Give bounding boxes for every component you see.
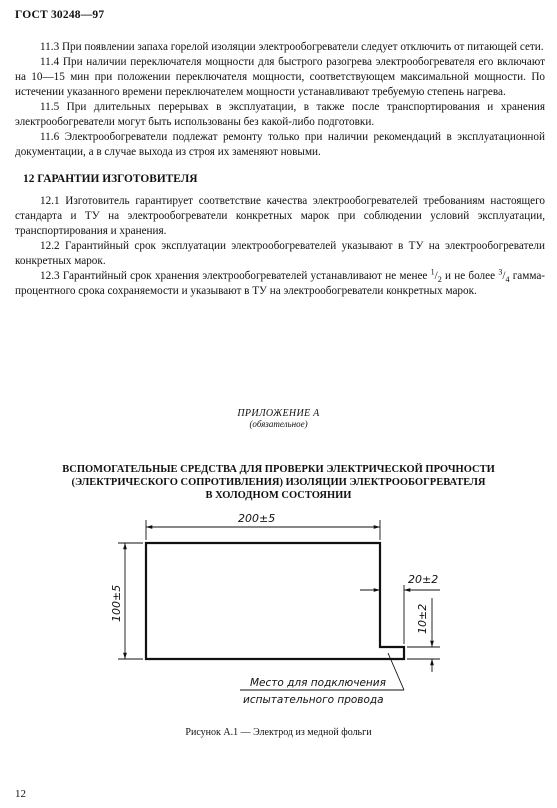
tab-width-dimension-label: 20±2 bbox=[408, 573, 439, 586]
appendix-heading-line-2: (ЭЛЕКТРИЧЕСКОГО СОПРОТИВЛЕНИЯ) ИЗОЛЯЦИИ ЭЛЕКТРООБОГРЕВАТЕЛЯ bbox=[71, 477, 486, 488]
note-line-1: Место для подключения bbox=[250, 677, 386, 689]
tab-height-dimension-label: 10±2 bbox=[416, 603, 429, 634]
paragraph-11-4: 11.4 При наличии переключателя мощности для быстрого разогрева электрообогревателя его включают на 10—15 мин при положении переключателя мощности, соответствующем максимальной мощности. По истечении указанного времени переключателем мощности устанавливают требуемую степень нагрева. bbox=[15, 56, 545, 98]
paragraph-11-5: 11.5 При длительных перерывах в эксплуатации, в также после транспортирования и хранения электрообогреватели могут быть использованы без какой-либо подготовки. bbox=[15, 101, 545, 128]
width-dimension-label: 200±5 bbox=[238, 512, 276, 525]
figure-caption: Рисунок А.1 — Электрод из медной фольги bbox=[185, 727, 372, 738]
fraction-1-numerator: 1 bbox=[430, 267, 435, 277]
note-line-2: испытательного провода bbox=[243, 694, 384, 706]
fraction-1-denominator: 2 bbox=[437, 275, 442, 285]
appendix-subtitle: (обязательное) bbox=[249, 419, 308, 429]
paragraph-11-6: 11.6 Электрообогреватели подлежат ремонту только при наличии рекомендаций в эксплуатационной документации, а в случае выхода из строя их заменяют новыми. bbox=[15, 131, 545, 158]
appendix-heading-line-1: ВСПОМОГАТЕЛЬНЫЕ СРЕДСТВА ДЛЯ ПРОВЕРКИ ЭЛЕКТРИЧЕСКОЙ ПРОЧНОСТИ bbox=[62, 464, 495, 475]
height-dimension-label: 100±5 bbox=[110, 584, 123, 622]
paragraph-11-3: 11.3 При появлении запаха горелой изоляции электрообогреватели следует отключить от питающей сети. bbox=[40, 41, 544, 53]
paragraph-12-3: 12.3 Гарантийный срок хранения электрообогревателей устанавливают не менее $^1/_2$ и не более $^3/_4$ гамма-процентного срока сохраняемости и указывают в ТУ на электрообогреватели конкретных марок. bbox=[15, 267, 546, 297]
paragraph-12-2: 12.2 Гарантийный срок эксплуатации электрообогревателей указывают в ТУ на электрообогреватели конкретных марок. bbox=[15, 240, 545, 267]
standard-header: ГОСТ 30248—97 bbox=[15, 9, 105, 21]
fraction-2-denominator: 4 bbox=[505, 275, 510, 285]
appendix-title: ПРИЛОЖЕНИЕ А bbox=[237, 408, 320, 419]
electrode-outline bbox=[146, 543, 404, 659]
p12-3-part-c: гамма-процентного срока сохраняемости и указывают в ТУ на электрообогреватели конкретных марок. bbox=[15, 270, 546, 297]
page-number: 12 bbox=[15, 788, 26, 800]
p12-3-part-b: и не более bbox=[444, 270, 496, 282]
section-12-heading: 12 ГАРАНТИИ ИЗГОТОВИТЕЛЯ bbox=[23, 173, 198, 185]
fraction-2-numerator: 3 bbox=[498, 267, 503, 277]
p12-3-part-a: 12.3 Гарантийный срок хранения электрообогревателей устанавливают не менее bbox=[40, 270, 428, 282]
appendix-heading-line-3: В ХОЛОДНОМ СОСТОЯНИИ bbox=[205, 490, 352, 501]
paragraph-12-1: 12.1 Изготовитель гарантирует соответствие качества электрообогревателей требованиям настоящего стандарта и ТУ на электрообогреватели конкретных марок при соблюдении условий эксплуатации, транспортирования и хранения. bbox=[15, 195, 545, 237]
